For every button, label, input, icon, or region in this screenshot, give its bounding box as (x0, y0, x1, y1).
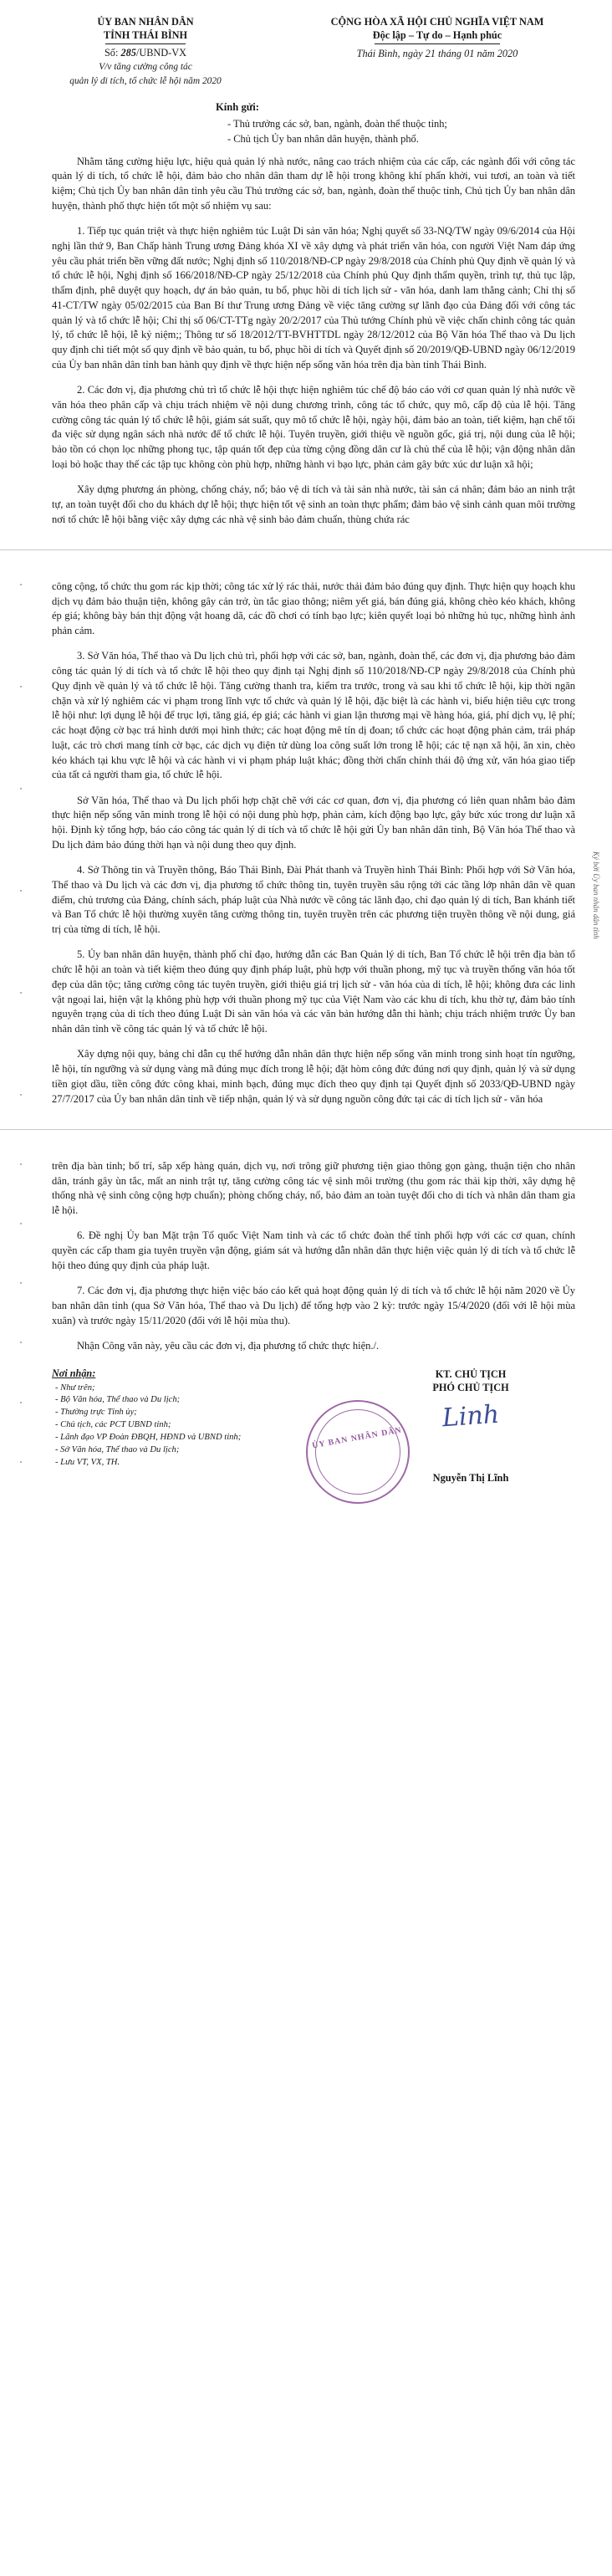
list-item: - Thủ trưởng các sở, ban, ngành, đoàn thể thuộc tỉnh; (227, 117, 447, 130)
authority-line-2: TỈNH THÁI BÌNH (103, 29, 188, 42)
sheet-1 (0, 0, 612, 550)
recipients-block (52, 101, 575, 147)
document-number (57, 47, 234, 59)
list-item: - Như trên; (55, 1383, 95, 1393)
signer-name: Nguyễn Thị Lĩnh (432, 1471, 509, 1484)
signer-block (311, 1367, 575, 1485)
paragraph-10: 7. Các đơn vị, địa phương thực hiện việc báo cáo kết quả hoạt động quản lý di tích và tổ chức lễ hội năm 2020 về Ủy ban nhân dân tỉnh (qua Sở Văn hóa, Thể thao và Du lịch) để tổng hợp vào 2 kỳ: trước ngày 15/4/2020 (đối với lễ hội mùa xuân) và trước ngày 15/11/2020 (đối với lễ hội mùa thu). (52, 1285, 575, 1326)
margin-signature-note: Ký bởi Ủy ban nhân dân tỉnh (592, 851, 600, 939)
list-item: - Chủ tịch Ủy ban nhân dân huyện, thành phố. (227, 132, 419, 145)
binding-dots (17, 1163, 25, 1463)
authority-underline (105, 43, 186, 44)
paragraph-intro: Nhằm tăng cường hiệu lực, hiệu quả quản lý nhà nước, nâng cao trách nhiệm của các cấp, các ngành đối với công tác quản lý di tích, tổ chức lễ hội, đảm bảo cho nhân dân tham dự lễ hội trong không khí phấn khởi, vui tươi, an toàn và tiết kiệm; Chủ tịch Ủy ban nhân dân tỉnh yêu cầu Thủ trưởng các sở, ban, ngành, đoàn thể thuộc tỉnh, Chủ tịch Ủy ban nhân dân huyện, thành phố thực hiện tốt một số nhiệm vụ sau: (52, 155, 575, 212)
paragraph-5: Sở Văn hóa, Thể thao và Du lịch phối hợp chặt chẽ với các cơ quan, đơn vị, địa phương có liên quan nhằm bảo đảm thực hiện nếp sống văn minh trong lễ hội có nội dung phù hợp, phản cảm, kích động bạo lực, gây bức xúc trong dư luận xã hội. Định kỳ tổng hợp, báo cáo công tác quản lý di tích và tổ chức lễ hội gửi Ủy ban nhân dân tỉnh, Bộ Văn hóa Thể thao và Du lịch đảm bảo đúng thời hạn và nội dung theo quy định. (52, 794, 575, 851)
sheet-2 (0, 550, 612, 1130)
document-page-1 (0, 0, 612, 550)
national-motto: Độc lập – Tự do – Hạnh phúc (372, 29, 502, 42)
list-item: - Sở Văn hóa, Thể thao và Du lịch; (55, 1444, 180, 1454)
distribution-title: Nơi nhận: (52, 1367, 96, 1379)
signer-role-line-1: KT. CHỦ TỊCH (435, 1367, 507, 1380)
signature-area (311, 1395, 575, 1472)
paragraph-9: 6. Đề nghị Ủy ban Mặt trận Tổ quốc Việt Nam tỉnh và các tổ chức đoàn thể tỉnh phối hợp với các cơ quan, chính quyền các cấp tham gia tuyên truyền vận động, giám sát và hướng dẫn nhân dân thực hiện việc quản lý di tích và tổ chức lễ hội theo đúng quy định của pháp luật. (52, 1229, 575, 1271)
list-item: - Chủ tịch, các PCT UBND tỉnh; (55, 1420, 171, 1430)
so-label: Số: (104, 47, 119, 59)
place-and-date: Thái Bình, ngày 21 tháng 01 năm 2020 (356, 48, 518, 60)
list-item: - Lãnh đạo VP Đoàn ĐBQH, HĐND và UBND tỉnh; (55, 1432, 242, 1442)
subject-line-2: quản lý di tích, tổ chức lễ hội năm 2020 (69, 76, 222, 87)
paragraph-3-continued: công cộng, tổ chức thu gom rác kịp thời; công tác xử lý rác thải, nước thải đảm bảo đúng quy định. Thực hiện quy hoạch khu dịch vụ đảm bảo thuận tiện, không gây cản trở, ùn tắc giao thông; niêm yết giá, bán đúng giá, không chèo kéo khách, không ép giá; không bày bán thịt động vật hoang dã, các đồ chơi có tính bạo lực; kiên quyết loại bỏ những hủ tục, những hình ảnh phản cảm. (52, 580, 575, 637)
paragraph-7: 5. Ủy ban nhân dân huyện, thành phố chỉ đạo, hướng dẫn các Ban Quản lý di tích, Ban Tổ chức lễ hội trên địa bàn tổ chức lễ hội an toàn và tiết kiệm theo đúng quy định pháp luật, phù hợp với thuần phong, mỹ tục và truyền thống văn hóa tốt đẹp của dân tộc; tăng cường công tác tuyên truyền, giới thiệu giá trị lịch sử - văn hóa của di tích, lễ hội; không đưa các linh vật ngoại lai, hiện vật lạ không phù hợp với thuần phong mỹ tục của Việt Nam vào các khu di tích, khu thờ tự, đảm bảo tính nguyên trạng của di tích theo đúng Luật Di sản văn hóa và các văn bản hướng dẫn thi hành; chịu trách nhiệm trước Ủy ban nhân dân tỉnh về công tác quản lý và tổ chức lễ hội. (52, 948, 575, 1035)
paragraph-closing: Nhận Công văn này, yêu cầu các đơn vị, địa phương tổ chức thực hiện./. (77, 1339, 380, 1352)
so-suffix: /UBND-VX (135, 47, 187, 59)
signature-block (52, 1367, 575, 1485)
recipients-title: Kính gửi: (216, 100, 259, 113)
authority-line-1: ỦY BAN NHÂN DÂN (97, 16, 194, 28)
paragraph-2: 2. Các đơn vị, địa phương chủ trì tổ chức lễ hội thực hiện nghiêm túc chế độ báo cáo với cơ quan quản lý nhà nước về văn hóa theo phân cấp và chịu trách nhiệm về nội dung chương trình, công tác tổ chức, quy mô, cấp độ của lễ hội. Tăng cường công tác quản lý tổ chức lễ hội, giám sát suất, quy mô tổ chức lễ hội, ngày hội, đảm bảo an toàn, tiết kiệm, hạn chế tối đa việc sử dụng ngân sách nhà nước để tổ chức lễ hội. Tuyên truyền, giới thiệu về nguồn gốc, giá trị, nội dung của lễ hội; bảo tồn có chọn lọc những phong tục, tập quán tốt đẹp của từng cộng đồng dân cư là chủ thể của lễ hội; vận động nhân dân loại bỏ hoặc thay thế các tập tục không còn phù hợp, những hành vi bạo lực, phản cảm gây bức xúc dư luận xã hội; (52, 384, 575, 470)
paragraph-4: 3. Sở Văn hóa, Thể thao và Du lịch chủ trì, phối hợp với các sở, ban, ngành, đoàn thể, các đơn vị, địa phương bảo đảm công tác quản lý di tích và tổ chức lễ hội theo quy định tại Nghị định số 110/2018/NĐ-CP ngày 29/8/2018 của Chính phủ Quy định về quản lý và tổ chức lễ hội. Tăng cường thanh tra, kiểm tra trước, trong và sau khi tổ chức lễ hội, kịp thời ngăn chặn và xử lý nghiêm các vi phạm trong lĩnh vực tổ chức và quản lý lễ hội, đặc biệt là các hành vi, biểu hiện tiêu cực trong lễ hội như: lợi dụng lễ hội để trục lợi, tăng giá, ép giá; các hành vi gian lận thương mại về hàng hóa, giá, phí dịch vụ, lệ phí; các hoạt động cờ bạc trá hình dưới mọi hình thức; các hoạt động mê tín dị đoan; tổ chức các hoạt động phản cảm, trái pháp luật, các trò chơi mang tính cờ bạc, các dịch vụ điện tử dùng loa công suất lớn trong lễ hội; các tệ nạn xã hội, ăn xin, chèo kéo khách tại khu vực lễ hội và các hành vi vi phạm pháp luật khác; đồng thời chấn chỉnh thái độ ứng xử, văn hóa giao tiếp của tất cả người tham gia, tổ chức lễ hội. (52, 650, 575, 781)
document-header (52, 15, 575, 88)
paragraph-3: Xây dựng phương án phòng, chống cháy, nổ; bảo vệ di tích và tài sản nhà nước, tài sản cá nhân; đảm bảo an ninh trật tự, an toàn tuyệt đối cho du khách dự lễ hội; thực hiện tốt vệ sinh an toàn thực phẩm; đảm bảo vệ sinh cảnh quan môi trường nơi tổ chức lễ hội bằng việc xây dựng các nhà vệ sinh bảo đảm chuẩn, thùng chứa rác (52, 483, 575, 525)
distribution-list (52, 1383, 328, 1469)
official-seal-text: ỦY BAN NHÂN DÂN (311, 1425, 403, 1451)
document-page-2 (0, 550, 612, 1130)
list-item: - Lưu VT, VX, TH. (55, 1457, 120, 1467)
national-heading-block (299, 15, 575, 60)
paragraph-6: 4. Sở Thông tin và Truyền thông, Báo Thái Bình, Đài Phát thanh và Truyền hình Thái Bình: Phối hợp với Sở Văn hóa, Thể thao và Du lịch và các đơn vị, địa phương tổ chức thông tin, tuyên truyền sâu rộng tới các tầng lớp nhân dân về quan điểm, chủ trương của Đảng, chính sách, pháp luật của Nhà nước về công tác lãnh đạo, chỉ đạo quản lý di tích, Ban khánh tiết và Ban Tổ chức lễ hội thường xuyên tăng cường thông tin, tuyên truyền trên các phương tiện truyền thông về nội dung, giá trị của từng di tích, lễ hội. (52, 864, 575, 936)
list-item: - Thường trực Tỉnh ủy; (55, 1408, 137, 1418)
list-item: - Bộ Văn hóa, Thể thao và Du lịch; (55, 1395, 181, 1405)
issuing-authority-block (52, 15, 234, 88)
motto-underline (375, 43, 500, 44)
paragraph-8-continued: trên địa bàn tỉnh; bố trí, sắp xếp hàng quán, dịch vụ, nơi trông giữ phương tiện giao thông gọn gàng, thuận tiện cho nhân dân, tránh gây ùn tắc, mất an ninh trật tự, tăng cường công tác vệ sinh môi trường (thu gom rác thải kịp thời, xây dựng hệ thống nhà vệ sinh công cộng hợp chuẩn); phòng chống cháy, nổ, bảo đảm an toàn tuyệt đối cho di tích và nhân dân tham gia lễ hội. (52, 1159, 575, 1217)
so-number: 285 (120, 47, 136, 59)
signer-role-line-2: PHÓ CHỦ TỊCH (432, 1382, 509, 1394)
handwritten-signature: Linh (441, 1399, 501, 1434)
sheet-3 (0, 1130, 612, 1496)
paragraph-8: Xây dựng nội quy, bảng chỉ dẫn cụ thể hướng dẫn nhân dân thực hiện nếp sống văn minh trong sinh hoạt tín ngưỡng, lễ hội, tín ngưỡng và sử dụng vàng mã đúng mục đích trong lễ hội; đặt hòm công đức đúng nơi quy định, quản lý và sử dụng tiền giọt dầu, tiền công đức công khai, minh bạch, đúng mục đích theo quy định tại Quyết định số 2033/QĐ-UBND ngày 27/7/2017 của Ủy ban nhân dân tỉnh về tiếp nhận, quản lý và sử dụng nguồn công đức tại các di tích lịch sử - văn hóa (52, 1048, 575, 1105)
distribution-list-block (52, 1367, 328, 1485)
national-title: CỘNG HÒA XÃ HỘI CHỦ NGHĨA VIỆT NAM (330, 16, 544, 28)
recipients-list (216, 117, 575, 147)
binding-dots (17, 584, 25, 1096)
subject-line-1: V/v tăng cường công tác (99, 62, 192, 73)
document-page-3 (0, 1130, 612, 1496)
paragraph-1: 1. Tiếp tục quán triệt và thực hiện nghiêm túc Luật Di sản văn hóa; Nghị quyết số 33-NQ/TW ngày 09/6/2014 của Hội nghị lần thứ 9, Ban Chấp hành Trung ương Đảng khóa XI về xây dựng và phát triển văn hóa, con người Việt Nam đáp ứng yêu cầu phát triển bền vững đất nước; Nghị định số 110/2018/NĐ-CP ngày 29/8/2018 của Chính phủ Quy định về quản lý và tổ chức lễ hội, Nghị định số 166/2018/NĐ-CP ngày 25/12/2018 của Chính phủ Quy định thẩm quyền, trình tự, thủ tục lập, thẩm định, phê duyệt quy hoạch, dự án bảo quản, tu bổ, phục hồi di tích lịch sử - văn hóa, danh lam thắng cảnh; Chỉ thị số 41-CT/TW ngày 05/02/2015 của Ban Bí thư Trung ương Đảng về việc tăng cường sự lãnh đạo của Đảng đối với công tác quản lý và tổ chức lễ hội; Chỉ thị số 06/CT-TTg ngày 20/2/2017 của Thủ tướng Chính phủ về việc chấn chỉnh công tác quản lý, tổ chức lễ hội, lễ kỷ niệm;; Thông tư số 18/2012/TT-BVHTTDL ngày 28/12/2012 của Bộ Văn hóa Thể thao và Du lịch quy định chi tiết một số quy định về bảo quản, tu bổ, phục hồi di tích và Quyết định số 20/2019/QĐ-UBND ngày 06/12/2019 của Ủy ban nhân dân tỉnh ban hành quy định về thực hiện nếp sống văn hóa trên địa bàn tỉnh Thái Bình. (52, 225, 575, 371)
